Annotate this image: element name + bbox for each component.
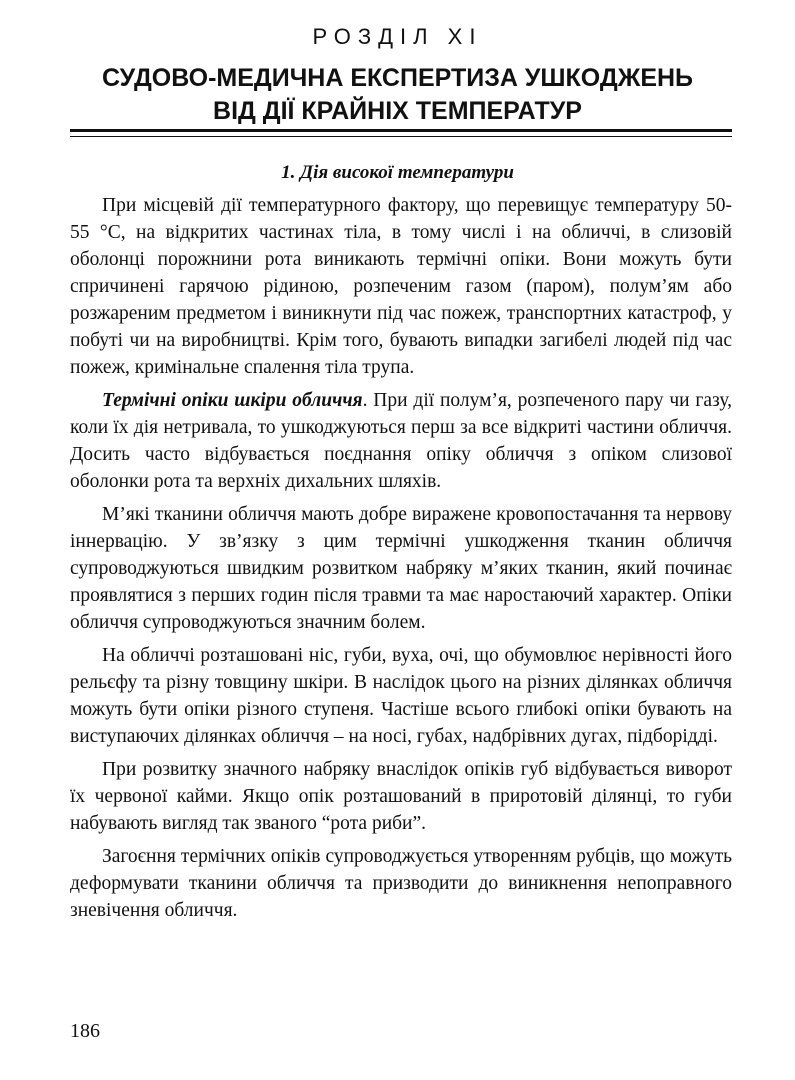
chapter-title-line1: СУДОВО-МЕДИЧНА ЕКСПЕРТИЗА УШКОДЖЕНЬ bbox=[101, 64, 694, 92]
paragraph bbox=[70, 501, 732, 636]
paragraph-text: Загоєння термічних опіків супроводжується утворенням рубців, що можуть деформувати тканини обличчя та призводити до виникнення непоправного зневічення обличчя. bbox=[70, 846, 732, 921]
chapter-label: РОЗДІЛ XI bbox=[312, 24, 483, 49]
chapter-title bbox=[0, 62, 795, 128]
paragraph-text: На обличчі розташовані ніс, губи, вуха, очі, що обумовлює нерівності його рельєфу та різну товщину шкіри. В наслідок цього на різних ділянках обличчя можуть бути опіки різного ступеня. Частіше всього глибокі опіки бувають на виступаючих ділянках обличчя – на носі, губах, надбрівних дугах, підборідді. bbox=[70, 645, 732, 747]
page-number: 186 bbox=[70, 1020, 100, 1042]
body-text bbox=[70, 192, 732, 930]
paragraph-lead: Термічні опіки шкіри обличчя bbox=[102, 390, 363, 411]
paragraph bbox=[70, 756, 732, 837]
paragraph bbox=[70, 642, 732, 750]
paragraph-text: М’які тканини обличчя мають добре виражене кровопостачання та нервову іннервацію. У зв’язку з цим термічні ушкодження тканин обличчя супроводжуються швидким розвитком набряку м’яких тканин, який починає проявлятися з перших годин після травми та має наростаючий характер. Опіки обличчя супроводжуються значним болем. bbox=[70, 504, 732, 633]
paragraph-text: При місцевій дії температурного фактору, що перевищує температуру 50-55 °С, на відкритих частинах тіла, в тому числі і на обличчі, в слизовій оболонці порожнини рота виникають термічні опіки. Вони можуть бути спричинені гарячою рідиною, розпеченим газом (паром), полум’ям або розжареним предметом і виникнути під час пожеж, транспортних катастроф, у побуті чи на виробництві. Крім того, бувають випадки загибелі людей під час пожеж, кримінальне спалення тіла трупа. bbox=[70, 195, 732, 378]
paragraph-text: . При дії полум’я, розпеченого пару чи газу, коли їх дія нетривала, то ушкоджуються перш за все відкриті частини обличчя. Досить часто відбувається поєднання опіку обличчя з опіком слизової оболонки рота та верхніх дихальних шляхів. bbox=[70, 390, 732, 492]
paragraph bbox=[70, 192, 732, 381]
paragraph bbox=[70, 387, 732, 495]
header-rule-thin bbox=[70, 136, 732, 137]
chapter-title-line2: ВІД ДІЇ КРАЙНІХ ТЕМПЕРАТУР bbox=[213, 97, 582, 125]
paragraph-text: При розвитку значного набряку внаслідок опіків губ відбувається виворот їх червоної кайми. Якщо опік розташований в приротовій ділянці, то губи набувають вигляд так званого “рота риби”. bbox=[70, 759, 732, 834]
paragraph bbox=[70, 843, 732, 924]
section-title: 1. Дія високої температури bbox=[281, 162, 514, 183]
header-rule-thick bbox=[70, 129, 732, 132]
